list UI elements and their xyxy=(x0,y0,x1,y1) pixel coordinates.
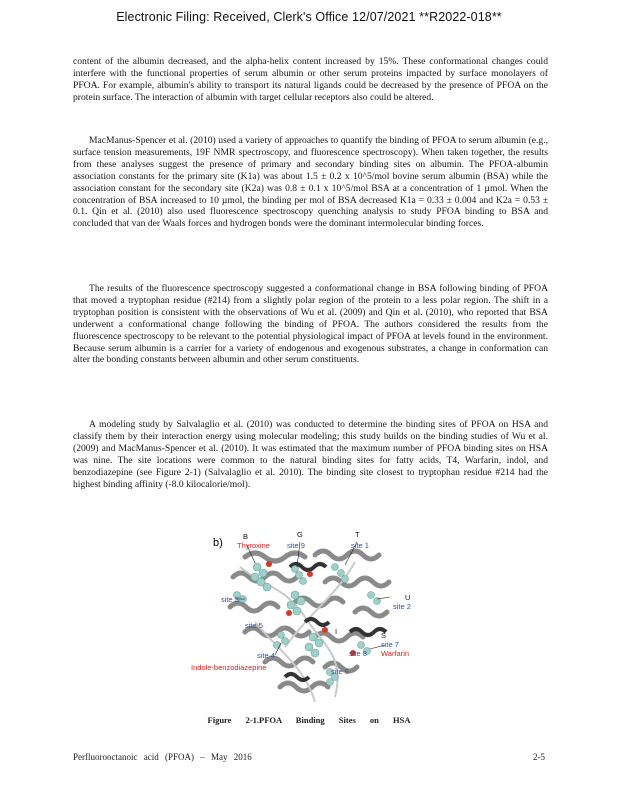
paragraph-3: The results of the fluorescence spectroscopy suggested a conformational change in BSA following binding of PFOA that moved a tryptophan residue (#214) from a slightly polar region of the protein to a less polar region. The shift in a tryptophan position is consistent with the observations of Wu et al. (2009) and Qin et al. (2010), who reported that BSA underwent a conformational change following the binding of PFOA. The authors considered the results from the fluorescence spectroscopy to be relevant to the potential physiological impact of PFOA at levels found in the environment. Because serum albumin is a carrier for a variety of endogenous and exogenous substrates, a change in conformation can alter the bonding constants between albumin and other serum constituents. xyxy=(73,283,548,366)
label-site-8: site 8 xyxy=(349,649,367,658)
label-u: U xyxy=(405,593,411,602)
label-b: B xyxy=(243,532,249,541)
figure-panel-label: b) xyxy=(213,537,223,549)
footer-title: Perfluorooctanoic acid (PFOA) – May 2016 xyxy=(73,752,252,762)
paragraph-1: content of the albumin decreased, and the alpha-helix content increased by 15%. These conformational changes could interfere with the functional properties of serum albumin or other serum proteins impacted by surface monolayers of PFOA. For example, albumin's ability to transport its natural ligands could be decreased by the presence of PFOA on the protein surface. The interaction of albumin with target cellular receptors also could be altered. xyxy=(73,56,548,103)
label-t: T xyxy=(355,530,360,539)
label-site-7: site 7 xyxy=(381,640,399,649)
protein-structure-illustration xyxy=(185,527,435,713)
filing-header: Electronic Filing: Received, Clerk's Office 12/07/2021 **R2022-018** xyxy=(116,10,502,24)
label-site-4: site 4 xyxy=(257,651,275,660)
label-site-2: site 2 xyxy=(393,602,411,611)
paragraph-4: A modeling study by Salvalaglio et al. (2010) was conducted to determine the binding sites of PFOA on HSA and classify them by their interaction energy using molecular modeling; this study builds on the binding studies of Wu et al. (2009) and MacManus-Spencer et al. (2010). It was estimated that the maximum number of PFOA binding sites on HSA was nine. The site locations were common to the natural binding sites for fatty acids, T4, Warfarin, indol, and benzodiazepine (see Figure 2-1) (Salvalaglio et al. 2010). The binding site closest to tryptophan residue #214 had the highest binding affinity (-8.0 kilocalorie/mol). xyxy=(73,419,548,490)
paragraph-2: MacManus-Spencer et al. (2010) used a variety of approaches to quantify the binding of PFOA to serum albumin (e.g., surface tension measurements, 19F NMR spectroscopy, and fluorescence spectroscopy). When taken together, the results from these analyses suggest the presence of primary and secondary binding sites on albumin. The PFOA-albumin association constants for the primary site (K1a) was about 1.5 ± 0.2 x 10^5/mol bovine serum albumin (BSA) while the association constant for the secondary site (K2a) was 0.8 ± 0.1 x 10^5/mol BSA at a concentration of 1 µmol. When the concentration of BSA increased to 10 µmol, the binding per mol of BSA decreased K1a = 0.33 ± 0.004 and K2a = 0.53 ± 0.1. Qin et al. (2010) also used fluorescence spectroscopy quenching analysis to study PFOA binding to BSA and concluded that van der Waals forces and hydrogen bonds were the dominant intermolecular binding forces. xyxy=(73,135,548,230)
page-number: 2-5 xyxy=(533,752,545,762)
hsa-binding-sites-figure xyxy=(185,527,435,713)
label-site-3: site 3 xyxy=(221,595,239,604)
label-site-1: site 1 xyxy=(351,541,369,550)
label-site-9: site 9 xyxy=(287,541,305,550)
label-site-6: site 6 xyxy=(331,667,349,676)
label-site-5: site 5 xyxy=(245,621,263,630)
label-s: S xyxy=(381,631,387,640)
label-g: G xyxy=(297,530,303,539)
label-indole-benzodiazepine: Indole-benzodiazepine xyxy=(191,663,267,672)
label-i: I xyxy=(335,627,338,636)
label-warfarin: Warfarin xyxy=(381,649,410,658)
figure-caption: Figure 2-1.PFOA Binding Sites on HSA xyxy=(207,715,411,725)
label-thyroxine: Thyroxine xyxy=(237,541,270,550)
